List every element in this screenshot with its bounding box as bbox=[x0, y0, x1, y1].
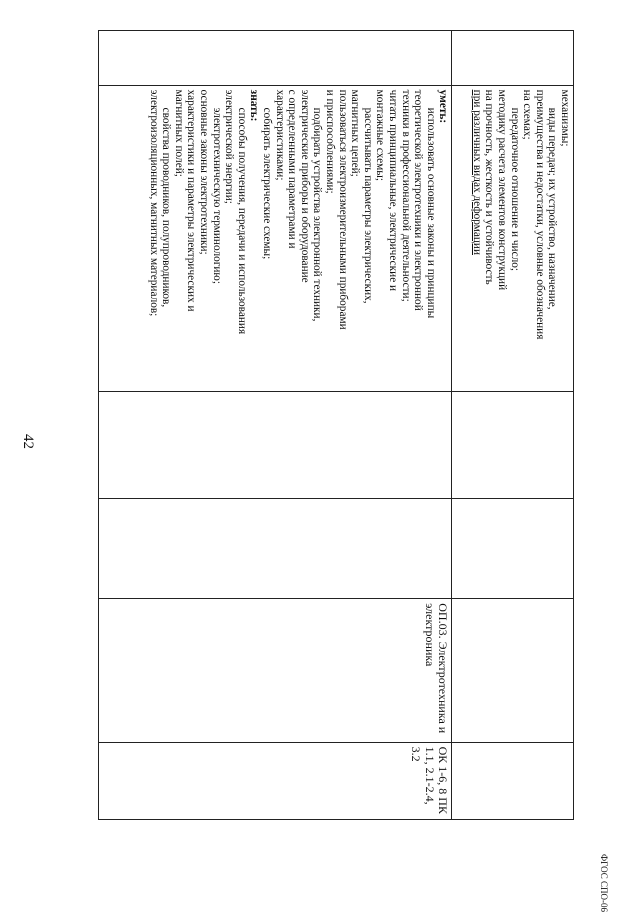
curriculum-table bbox=[98, 30, 574, 820]
content-line: монтажные схемы; bbox=[374, 89, 387, 181]
hours-cell bbox=[452, 499, 574, 599]
index-cell bbox=[99, 31, 452, 86]
content-line: электротехническую терминологию; bbox=[210, 107, 223, 284]
content-cell bbox=[99, 85, 452, 391]
index-cell bbox=[452, 31, 574, 86]
content-line: характеристиками; bbox=[273, 89, 286, 181]
content-line: использовать основные законы и принципы bbox=[424, 107, 437, 319]
content-line: преимущества и недостатки, условные обозначения bbox=[533, 89, 546, 340]
content-line: на прочность, жесткость и устойчивость bbox=[483, 89, 496, 285]
table-row bbox=[452, 31, 574, 820]
content-line: пользоваться электроизмерительными приборами bbox=[336, 89, 349, 330]
content-line: с определенными параметрами и bbox=[286, 89, 299, 249]
content-line: техники в профессиональной деятельности; bbox=[399, 89, 412, 302]
hours-cell bbox=[99, 391, 452, 498]
discipline-cell: ОП.03. Электротехника и электроника bbox=[99, 599, 452, 742]
content-line: способы получения, передачи и использования bbox=[235, 107, 248, 335]
content-line: виды передач; их устройство, назначение, bbox=[546, 107, 559, 310]
content-line: и приспособлениями; bbox=[324, 89, 337, 194]
content-line: электроизоляционных, магнитных материалов; bbox=[147, 89, 160, 317]
content-line: механизмы; bbox=[559, 89, 571, 147]
content-line: знать: bbox=[248, 89, 261, 122]
content-line: читать принципиальные, электрические и bbox=[387, 89, 399, 292]
content-cell bbox=[452, 85, 574, 391]
content-line: подбирать устройства электронной техники, bbox=[311, 107, 324, 322]
content-line: основные законы электротехники; bbox=[198, 89, 211, 255]
content-line: собирать электрические схемы; bbox=[261, 107, 274, 260]
content-line: характеристики и параметры электрических и bbox=[185, 89, 198, 312]
content-line: рассчитывать параметры электрических, bbox=[361, 107, 374, 304]
competencies-cell: ОК 1-6, 8 ПК 1.1, 2.1-2.4, 3.2 bbox=[99, 742, 452, 819]
rotated-table-wrapper bbox=[98, 30, 574, 820]
content-line: передаточное отношение и число; bbox=[508, 107, 521, 272]
footer-code: ФГОС СПО-06 bbox=[599, 854, 609, 912]
hours-cell bbox=[452, 391, 574, 498]
content-line: электрические приборы и оборудование bbox=[298, 89, 311, 283]
hours-cell bbox=[99, 499, 452, 599]
content-line: уметь: bbox=[437, 89, 450, 124]
content-line: свойства проводников, полупроводников, bbox=[160, 107, 173, 308]
discipline-cell bbox=[452, 599, 574, 742]
content-line: магнитных полей; bbox=[172, 89, 185, 177]
competencies-cell bbox=[452, 742, 574, 819]
content-line: магнитных цепей; bbox=[349, 89, 362, 177]
page-number: 42 bbox=[20, 434, 36, 449]
table-row bbox=[99, 31, 452, 820]
content-line: теоретической электротехники и электронной bbox=[412, 89, 425, 311]
content-line: электрической энергии; bbox=[223, 89, 236, 204]
content-line: методику расчета элементов конструкций bbox=[496, 89, 509, 291]
content-line: при различных видах деформации bbox=[470, 89, 483, 255]
content-line: на схемах; bbox=[521, 89, 534, 140]
